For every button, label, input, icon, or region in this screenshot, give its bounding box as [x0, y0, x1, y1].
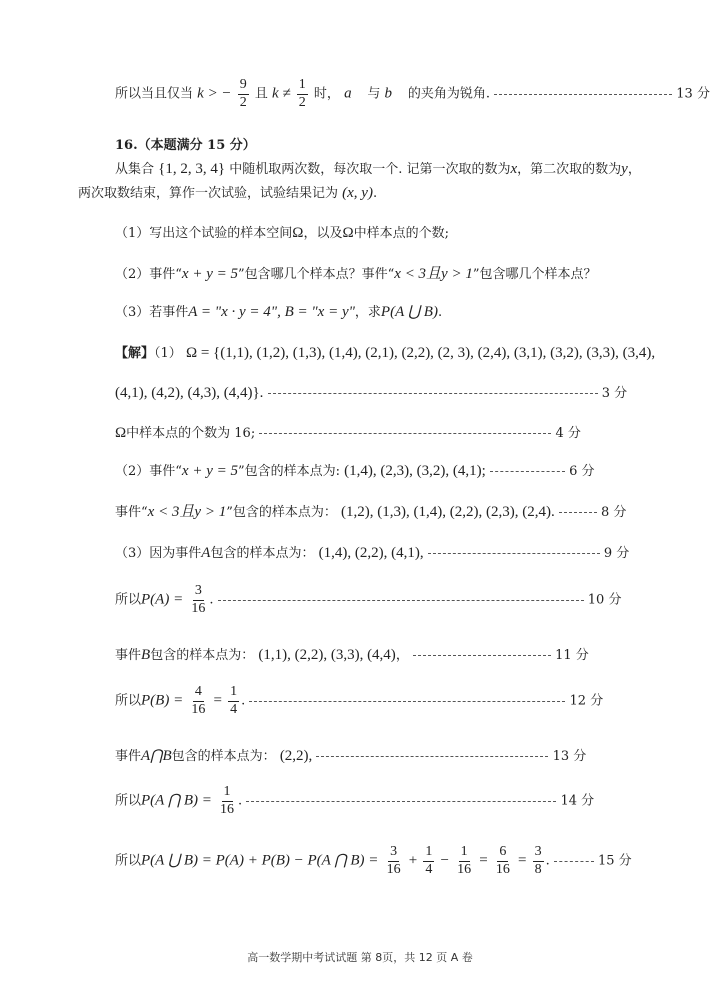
question-1: （1）写出这个试验的样本空间Ω，以及Ω中样本点的个数; [115, 225, 449, 241]
solution-1-line2: (4,1), (4,2), (4,3), (4,4)}. 3 分 [115, 385, 628, 401]
problem-intro-line1: 从集合 {1, 2, 3, 4} 中随机取两次数，每次取一个. 记第一次取的数为x，第二次取的数为y， [115, 161, 641, 177]
score-mark: 15 分 [597, 853, 632, 869]
solution-1-line1: 【解】（1） Ω = {(1,1), (1,2), (1,3), (1,4), (2,1), (2,2), (2, 3), (2,4), (3,1), (3,2), (3,3), (3,4), [115, 345, 656, 361]
score-mark: 10 分 [587, 592, 622, 608]
solution-2-event2: 事件“x < 3且y > 1”包含的样本点为： (1,2), (1,3), (1,4), (2,2), (2,3), (2,4). 8 分 [115, 504, 627, 520]
score-mark: 3 分 [601, 386, 628, 401]
question-3: （3）若事件A = "x · y = 4", B = "x = y"，求P(A ⋃ B). [115, 304, 443, 320]
problem-intro-line2: 两次取数结束，算作一次试验，试验结果记为 (x, y). [78, 185, 378, 201]
solution-3-event-ab: 事件A⋂B包含的样本点为： (2,2), 13 分 [115, 748, 587, 764]
score-mark: 12 分 [569, 693, 604, 709]
fraction-1-over-2: $\frac{1}{2}$ [298, 77, 306, 110]
score-mark: 4 分 [555, 426, 581, 441]
solution-3-pab: 所以P(A ⋂ B) = $\frac{1}{16}$ . 14 分 [115, 784, 595, 817]
solution-3-pa: 所以P(A) = $\frac{3}{16}$ . 10 分 [115, 583, 622, 616]
score-mark: 9 分 [603, 546, 630, 561]
score-mark: 6 分 [569, 464, 595, 479]
fraction-9-over-2: $\frac{9}{2}$ [239, 77, 247, 110]
page-footer: 高一数学期中考试试题 第 8页，共 12 页 A 卷 [247, 951, 473, 964]
problem-number: 16.（本题满分 15 分） [115, 138, 256, 153]
solution-3-event-a: （3）因为事件A包含的样本点为： (1,4), (2,2), (4,1), 9 分 [115, 545, 630, 561]
score-mark: 8 分 [601, 505, 627, 520]
line-top-conclusion: 所以当且仅当 k > − $\frac{9}{2}$ 且 k ≠ $\frac{1}{2}$ 时， a⃗ 与 b⃗ 的夹角为锐角. 13 分 [115, 77, 710, 110]
score-mark: 13 分 [676, 86, 710, 102]
solution-1-count: Ω中样本点的个数为 16; 4 分 [115, 425, 581, 441]
solution-3-pb: 所以P(B) = $\frac{4}{16}$ = $\frac{1}{4}$ . 12 分 [115, 684, 604, 717]
solution-2-event1: （2）事件“x + y = 5”包含的样本点为: (1,4), (2,3), (3,2), (4,1); 6 分 [115, 463, 595, 479]
question-2: （2）事件“x + y = 5”包含哪几个样本点？事件“x < 3且y > 1”包含哪几个样本点？ [115, 266, 597, 282]
score-mark: 11 分 [555, 648, 589, 663]
score-mark: 13 分 [552, 749, 587, 764]
solution-3-final: 所以P(A ⋃ B) = P(A) + P(B) − P(A ⋂ B) = $\frac{3}{16}$ + $\frac{1}{4}$ − $\frac{1}{16}$ = $\frac{6}{16}$ = $\frac{3}{8}$ . 15 分 [115, 844, 632, 877]
score-mark: 14 分 [560, 793, 595, 809]
solution-3-event-b: 事件B包含的样本点为： (1,1), (2,2), (3,3), (4,4)， 11 分 [115, 647, 589, 663]
